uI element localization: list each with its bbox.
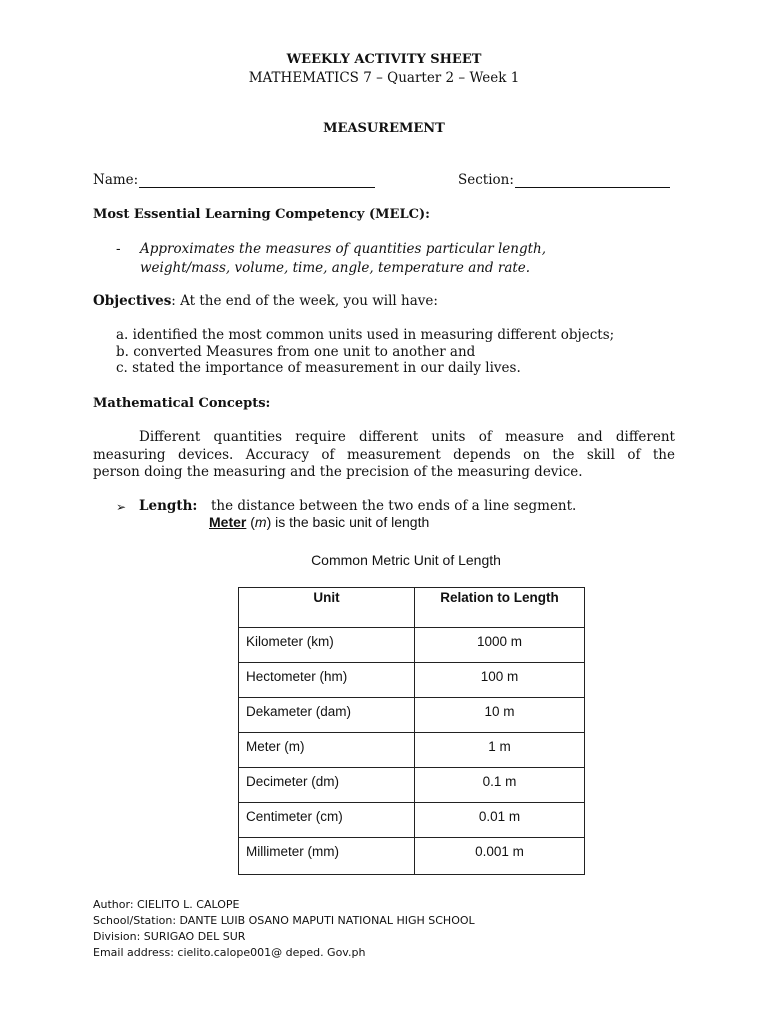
objective-item-a: a. identified the most common units used in measuring different objects; (116, 327, 615, 343)
section-field (458, 172, 670, 188)
header-relation: Relation to Length (415, 588, 585, 628)
objective-item-c: c. stated the importance of measurement in our daily lives. (116, 360, 521, 376)
objective-item-b: b. converted Measures from one unit to another and (116, 344, 476, 360)
table-caption: Common Metric Unit of Length (311, 552, 501, 568)
arrow-bullet-icon: ➢ (116, 500, 127, 514)
table-row (239, 663, 585, 698)
objectives-line (93, 293, 438, 309)
units-table (238, 587, 585, 875)
unit-cell: Hectometer (hm) (239, 663, 415, 698)
table-row (239, 628, 585, 663)
concepts-paragraph (93, 429, 675, 482)
name-field (93, 172, 375, 188)
table-row (239, 803, 585, 838)
meter-rest: ) is the basic unit of length (266, 514, 430, 530)
sheet-title: WEEKLY ACTIVITY SHEET (286, 52, 482, 67)
unit-cell: Millimeter (mm) (239, 838, 415, 875)
unit-cell: Meter (m) (239, 733, 415, 768)
concepts-heading: Mathematical Concepts: (93, 396, 271, 411)
relation-cell: 0.1 m (415, 768, 585, 803)
footer-author: Author: CIELITO L. CALOPE (93, 898, 240, 911)
table-header-row (239, 588, 585, 628)
melc-line-1: Approximates the measures of quantities particular length, (140, 241, 547, 257)
meter-symbol: m (254, 514, 267, 530)
melc-bullet: - (116, 241, 121, 257)
objectives-label: Objectives (93, 293, 172, 309)
table-row (239, 768, 585, 803)
concepts-line-2: measuring devices. Accuracy of measurement depends on the skill of the (93, 446, 675, 463)
topic-title: MEASUREMENT (323, 121, 445, 136)
unit-cell: Decimeter (dm) (239, 768, 415, 803)
unit-cell: Dekameter (dam) (239, 698, 415, 733)
unit-cell: Kilometer (km) (239, 628, 415, 663)
concepts-line-3: person doing the measuring and the precision of the measuring device. (93, 464, 583, 480)
melc-line-2: weight/mass, volume, time, angle, temperature and rate. (140, 260, 531, 276)
relation-cell: 10 m (415, 698, 585, 733)
relation-cell: 1000 m (415, 628, 585, 663)
objectives-intro: : At the end of the week, you will have: (171, 293, 438, 309)
meter-word: Meter (209, 514, 247, 530)
name-blank (139, 173, 375, 188)
relation-cell: 0.001 m (415, 838, 585, 875)
unit-cell: Centimeter (cm) (239, 803, 415, 838)
table-row (239, 698, 585, 733)
table-row (239, 733, 585, 768)
table-row (239, 838, 585, 875)
meter-open: ( (246, 514, 255, 530)
name-label: Name: (93, 172, 139, 188)
length-label: Length: (139, 498, 198, 514)
section-blank (515, 173, 670, 188)
relation-cell: 1 m (415, 733, 585, 768)
sheet-subtitle: MATHEMATICS 7 – Quarter 2 – Week 1 (248, 70, 520, 86)
relation-cell: 100 m (415, 663, 585, 698)
section-label: Section: (458, 172, 514, 188)
footer-division: Division: SURIGAO DEL SUR (93, 930, 246, 943)
header-unit: Unit (239, 588, 415, 628)
meter-line (209, 514, 429, 530)
length-definition: the distance between the two ends of a line segment. (211, 498, 577, 514)
relation-cell: 0.01 m (415, 803, 585, 838)
footer-school: School/Station: DANTE LUIB OSANO MAPUTI NATIONAL HIGH SCHOOL (93, 914, 475, 927)
concepts-line-1: Different quantities require different units of measure and different (139, 429, 675, 445)
melc-heading: Most Essential Learning Competency (MELC): (93, 207, 430, 222)
footer-email: Email address: cielito.calope001@ deped. Gov.ph (93, 946, 366, 959)
